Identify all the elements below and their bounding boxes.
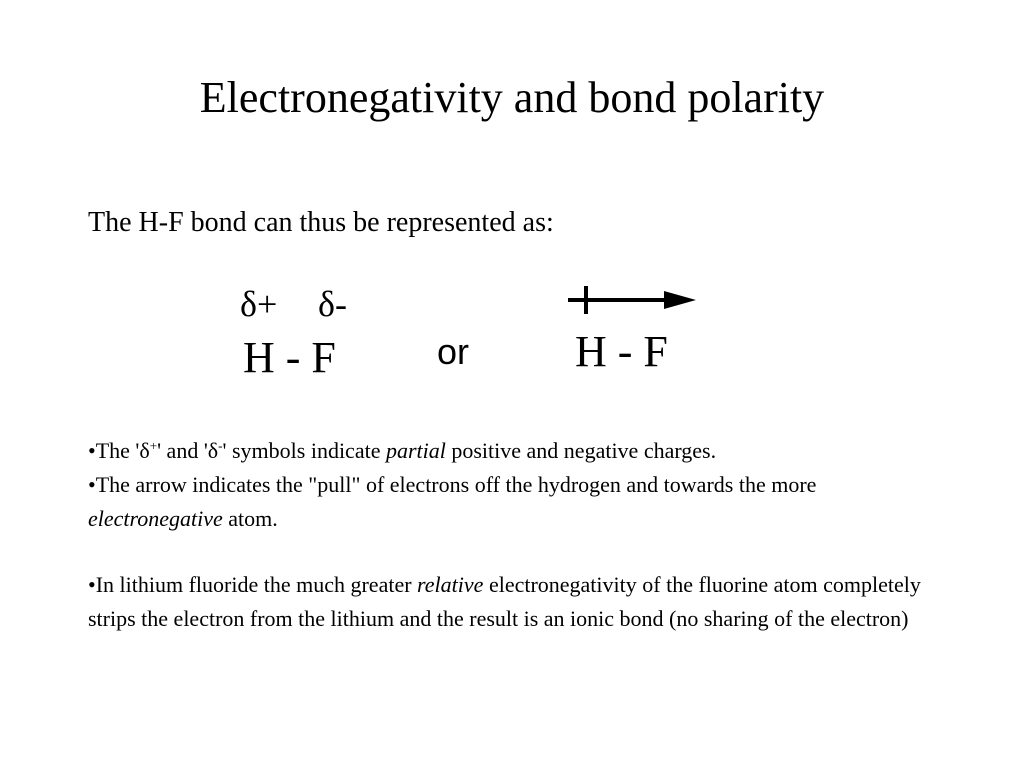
hf-bond-dipole-arrow: H - F [575,327,668,376]
hf-bond-partial-charges: H - F [243,333,336,382]
intro-text: The H-F bond can thus be represented as: [88,207,554,238]
bond-diagram [0,270,1024,400]
bullet-lithium-fluoride: •In lithium fluoride the much greater relative electronegativity of the fluorine atom completely strips the electron from the lithium and the result is an ionic bond (no sharing of the electron) [88,572,921,631]
bullet-arrow-meaning: •The arrow indicates the "pull" of electrons off the hydrogen and towards the more electronegative atom. [88,472,817,531]
delta-minus-label: δ- [318,284,347,324]
crossed-arrow-icon [0,270,1024,400]
bullet-partial-charges: •The 'δ+' and 'δ-' symbols indicate partial positive and negative charges. [88,438,717,463]
or-label: or [437,331,470,372]
slide-title: Electronegativity and bond polarity [199,73,825,122]
bullet-list [88,434,948,636]
delta-plus-label: δ+ [240,284,278,324]
